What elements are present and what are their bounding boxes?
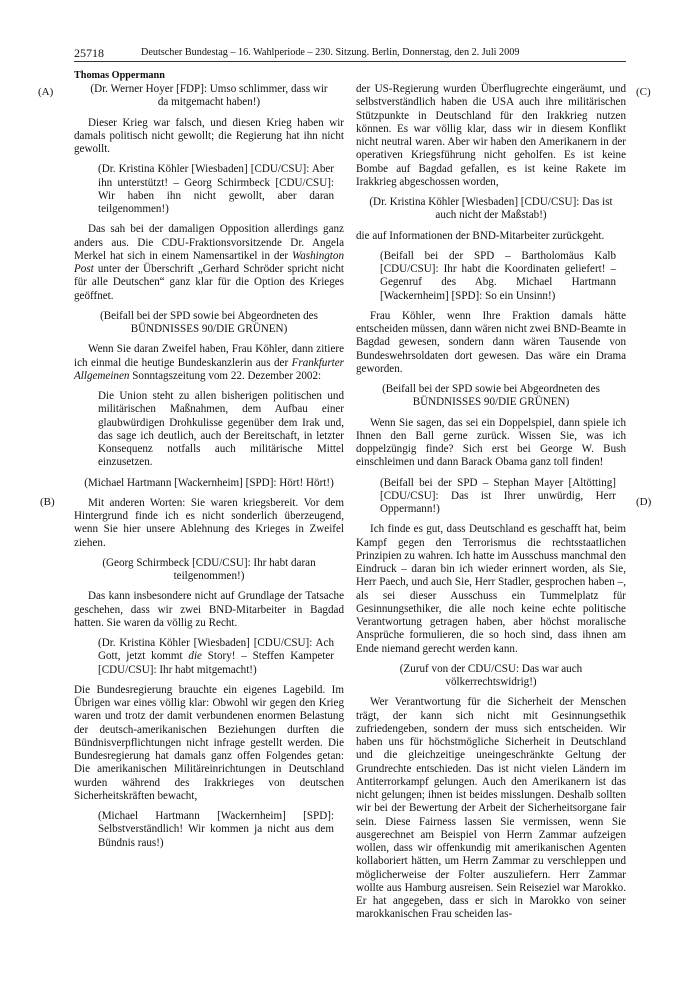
interjection <box>74 637 344 677</box>
interjection: (Dr. Kristina Köhler [Wiesbaden] [CDU/CSU]: Aber ihn unterstützt! – Georg Schirmbeck [CDU/CSU]: Wir haben ihn nicht gewollt, aber daran teilgenommen!) <box>98 163 334 215</box>
interjection: (Beifall bei der SPD – Bartholomäus Kalb [CDU/CSU]: Ihr habt die Koordinaten geliefert! – Gegenruf des Abg. Michael Hartmann [Wackernheim] [SPD]: So ein Unsinn!) <box>380 249 616 302</box>
interjection: (Dr. Kristina Köhler [Wiesbaden] [CDU/CSU]: Das ist auch nicht der Maßstab!) <box>369 196 613 222</box>
block-quote: Die Union steht zu allen bisherigen politischen und militärischen Maßnahmen, dem Aufbau einer glaubwürdigen Drohkulisse gegenüber dem Irak und, das sage ich deutlich, auch der Bereitschaft, in letzter Konsequenz notfalls auch militärische Mittel einzusetzen. <box>98 390 344 469</box>
page-header <box>74 45 626 62</box>
interjection: (Beifall bei der SPD – Stephan Mayer [Altötting] [CDU/CSU]: Das ist Ihrer unwürdig, Herr Oppermann!) <box>380 476 616 515</box>
page-number: 25718 <box>74 46 104 60</box>
interjection: (Georg Schirmbeck [CDU/CSU]: Ihr habt daran teilgenommen!) <box>102 556 316 582</box>
paragraph-text: Sonntagszeitung vom 22. Dezember 2002: <box>129 369 322 382</box>
paragraph: die auf Informationen der BND-Mitarbeiter zurückgeht. <box>356 229 605 242</box>
interjection-text: (Dr. Kristina Köhler [Wiesbaden] [CDU/CSU]: Ach Gott, jetzt kommt <box>98 637 334 663</box>
paragraph: Mit anderen Worten: Sie waren kriegsbereit. Vor dem Hintergrund finde ich es nicht sonderlich überzeugend, wenn Sie hier unsere Ablehnung des Krieges in Zweifel ziehen. <box>74 496 344 549</box>
interjection-text: Story! – Steffen Kampeter [CDU/CSU]: Ihr habt mitgemacht!) <box>98 650 334 676</box>
interjection: (Zuruf von der CDU/CSU: Das war auch völkerrechtswidrig!) <box>399 662 583 688</box>
applause-note: (Beifall bei der SPD sowie bei Abgeordneten des BÜNDNISSES 90/DIE GRÜNEN) <box>100 309 318 335</box>
running-head: Deutscher Bundestag – 16. Wahlperiode – 230. Sitzung. Berlin, Donnerstag, den 2. Juli 2009 <box>141 47 520 58</box>
paragraph: der US-Regierung wurden Überflugrechte eingeräumt, und selbstverständlich haben die USA auch ihre militärischen Stützpunkte in Deutschland für den Irakkrieg nutzen können. Es war völlig klar, dass wir in diesem Konflikt nicht neutral waren. Aber wir haben den Amerikanern in der operativen Kriegsführung nicht geholfen. Es ist keine Bombe auf Bagdad gefallen, es ist keine Rakete im Irakkrieg abgeschossen worden, <box>356 83 626 188</box>
margin-marker-d: (D) <box>636 496 652 508</box>
margin-marker-b: (B) <box>40 496 55 508</box>
right-column <box>356 83 626 929</box>
newspaper-title: Washington Post <box>74 249 344 275</box>
paragraph: Die Bundesregierung brauchte ein eigenes Lagebild. Im Übrigen war eines völlig klar: Obwohl wir gegen den Krieg waren und trotz der damit verbundenen enormen Belastung der deutsch-amerikanischen Beziehungen durften die Bündnisverpflichtungen nicht infrage gestellt werden. Die Bundesregierung hat damals ganz offen Folgendes getan: Die amerikanischen Militäreinrichtungen in Deutschland wurden während des Irakkrieges von deutschen Sicherheitskräften bewacht, <box>74 683 344 802</box>
paragraph: Ich finde es gut, dass Deutschland es geschafft hat, beim Kampf gegen den Terrorismus die rechtsstaatlichen Prinzipien zu wahren. Ich hatte im Ausschuss manchmal den Eindruck – daran bin ich wieder erinnert worden, als Sie, Herr Paech, und auch Sie, Herr Stadler, gesprochen haben –, als sei dieser Ausschuss ein Tummelplatz für Gesinnungsethiker, die alle noch keine echte politische Verantwortung getragen haben, aber höchst moralische Ansprüche formulieren, die so hoch sind, dass ihnen am Ende niemand gerecht werden kann. <box>356 523 626 655</box>
paragraph: Wenn Sie sagen, das sei ein Doppelspiel, dann spiele ich Ihnen den Ball gerne zurück. Wissen Sie, was ich doppelzüngig finde? Sich erst bei George W. Bush einschleimen und dann Barack Obama ganz toll finden! <box>356 416 626 469</box>
paragraph <box>74 223 344 303</box>
margin-marker-c: (C) <box>636 86 651 98</box>
margin-marker-a: (A) <box>38 86 54 98</box>
applause-note: (Beifall bei der SPD sowie bei Abgeordneten des BÜNDNISSES 90/DIE GRÜNEN) <box>382 383 600 409</box>
paragraph: Frau Köhler, wenn Ihre Fraktion damals hätte entscheiden müssen, dann wären nicht zwei BND-Beamte in Bagdad gewesen, sondern dann wären Tausende von Bundeswehrsoldaten dort gewesen. Das wäre ein Drama geworden. <box>356 309 626 375</box>
paragraph-text: Das sah bei der damaligen Opposition allerdings ganz anders aus. Die CDU-Fraktionsvorsitzende Dr. Angela Merkel hat sich in einem Namensartikel in der <box>74 223 344 262</box>
interjection: (Michael Hartmann [Wackernheim] [SPD]: Selbstverständlich! Wir kommen ja nicht aus dem Bündnis raus!) <box>98 810 334 849</box>
paragraph <box>74 343 344 383</box>
left-column <box>74 83 344 857</box>
newspaper-title: Frankfurter Allgemeinen <box>74 356 344 382</box>
speaker-name: Thomas Oppermann <box>74 70 165 81</box>
emphasis: die <box>188 650 202 663</box>
paragraph: Dieser Krieg war falsch, und diesen Krieg haben wir damals politisch nicht gewollt; die Regierung hat ihn nicht gewollt. <box>74 116 344 155</box>
paragraph-text: Wenn Sie daran Zweifel haben, Frau Köhler, dann zitiere ich einmal die heutige Bundeskanzlerin aus der <box>74 343 344 369</box>
paragraph: Das kann insbesondere nicht auf Grundlage der Tatsache geschehen, dass wir zwei BND-Mitarbeiter in Bagdad hatten. Sie waren da völlig zu Recht. <box>74 590 344 629</box>
paragraph: Wer Verantwortung für die Sicherheit der Menschen trägt, der kann sich nicht mit Gesinnungsethik zufriedengeben, sondern der muss sich entscheiden. Wir haben uns für höchstmögliche Sicherheit in Deutschland und die gleichzeitige uneingeschränkte Geltung der Grundrechte entschieden. Das ist nicht vielen Ländern im Antiterrorkampf gelungen. Auch den Amerikanern ist das nicht gelungen; ihnen ist beides misslungen. Deshalb sollten wir bei der Bewertung der Arbeit der Sicherheitsorgane fair sein. Diese Fairness lassen Sie vermissen, wenn Sie ausgerechnet am Beispiel von Herrn Zammar aufzeigen wollen, dass wir offenkundig mit amerikanischen Agenten kollaboriert hätten, um Herrn Zammar zu verschleppen und möglicherweise der Folter auszuliefern. Herr Zammar wollte aus Hamburg ausreisen. Sein Reiseziel war Marokko. Er hat angegeben, dass er sich in Marokko von seiner marokkanischen Frau scheiden las- <box>356 696 626 921</box>
interjection: (Michael Hartmann [Wackernheim] [SPD]: Hört! Hört!) <box>84 476 334 489</box>
paragraph-text: unter der Überschrift „Gerhard Schröder spricht nicht für alle Deutschen“ ganz klar für die Option des Krieges geöffnet. <box>74 263 344 302</box>
interjection: (Dr. Werner Hoyer [FDP]: Umso schlimmer, dass wir da mitgemacht haben!) <box>90 83 328 109</box>
